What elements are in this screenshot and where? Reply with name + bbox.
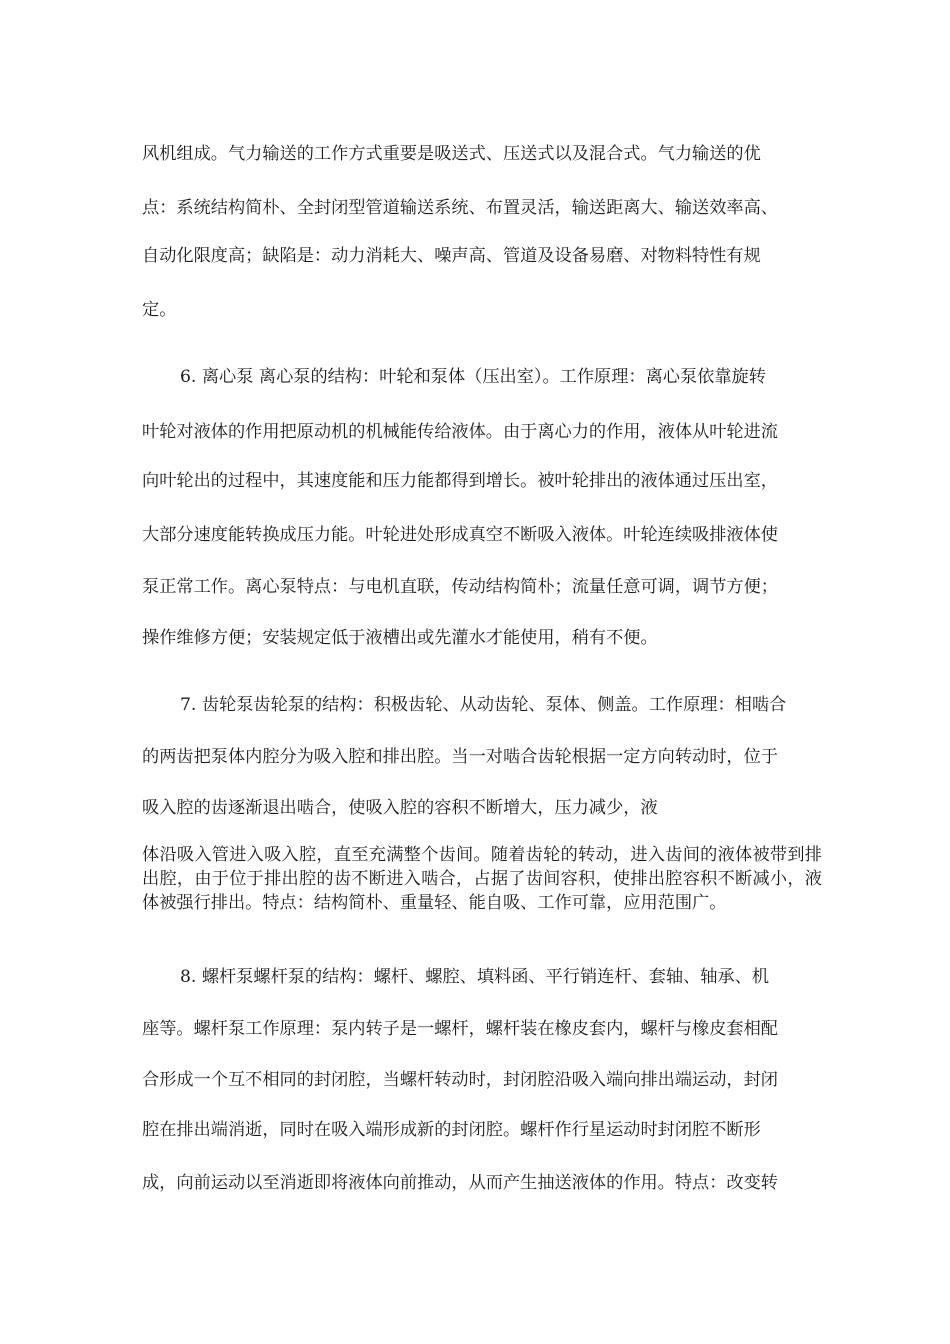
paragraph-line: 大部分速度能转换成压力能。叶轮进处形成真空不断吸入液体。叶轮连续吸排液体使 <box>142 525 778 545</box>
section-6-first-line: 6. 离心泵 离心泵的结构：叶轮和泵体（压出室）。工作原理：离心泵依靠旋转 <box>180 367 766 387</box>
paragraph-line: 合形成一个互不相同的封闭腔，当螺杆转动时，封闭腔沿吸入端向排出端运动，封闭 <box>142 1070 778 1090</box>
paragraph-line: 点：系统结构简朴、全封闭型管道输送系统、布置灵活，输送距离大、输送效率高、 <box>142 198 778 218</box>
section-7-first-line: 7. 齿轮泵齿轮泵的结构：积极齿轮、从动齿轮、泵体、侧盖。工作原理：相啮合 <box>180 695 787 715</box>
paragraph-line: 自动化限度高；缺陷是：动力消耗大、噪声高、管道及设备易磨、对物料特性有规 <box>142 246 761 266</box>
paragraph-line: 定。 <box>142 300 177 320</box>
dense-paragraph-block: 体沿吸入管进入吸入腔，直至充满整个齿间。随着齿轮的转动，进入齿间的液体被带到排出腔，由于位于排出腔的齿不断进入啮合，占据了齿间容积，使排出腔容积不断减小，液体被强行排出。特点：结构简朴、重量轻、能自吸、工作可靠，应用范围广。 <box>142 845 822 913</box>
paragraph-line: 座等。螺杆泵工作原理：泵内转子是一螺杆，螺杆装在橡皮套内，螺杆与橡皮套相配 <box>142 1019 778 1039</box>
paragraph-line: 腔在排出端消逝，同时在吸入端形成新的封闭腔。螺杆作行星运动时封闭腔不断形 <box>142 1120 761 1140</box>
paragraph-line: 向叶轮出的过程中，其速度能和压力能都得到增长。被叶轮排出的液体通过压出室， <box>142 471 778 491</box>
paragraph-line: 操作维修方便；安装规定低于液槽出或先灌水才能使用，稍有不便。 <box>142 628 658 648</box>
paragraph-line: 风机组成。气力输送的工作方式重要是吸送式、压送式以及混合式。气力输送的优 <box>142 144 761 164</box>
paragraph-line: 吸入腔的齿逐渐退出啮合，使吸入腔的容积不断增大，压力减少，液 <box>142 798 658 818</box>
paragraph-line: 泵正常工作。离心泵特点：与电机直联，传动结构简朴；流量任意可调，调节方便； <box>142 577 778 597</box>
paragraph-line: 叶轮对液体的作用把原动机的机械能传给液体。由于离心力的作用，液体从叶轮进流 <box>142 422 778 442</box>
paragraph-line: 成，向前运动以至消逝即将液体向前推动，从而产生抽送液体的作用。特点：改变转 <box>142 1173 778 1193</box>
paragraph-line: 的两齿把泵体内腔分为吸入腔和排出腔。当一对啮合齿轮根据一定方向转动时，位于 <box>142 747 778 767</box>
section-8-first-line: 8. 螺杆泵螺杆泵的结构：螺杆、螺腔、填料函、平行销连杆、套轴、轴承、机 <box>180 967 770 987</box>
